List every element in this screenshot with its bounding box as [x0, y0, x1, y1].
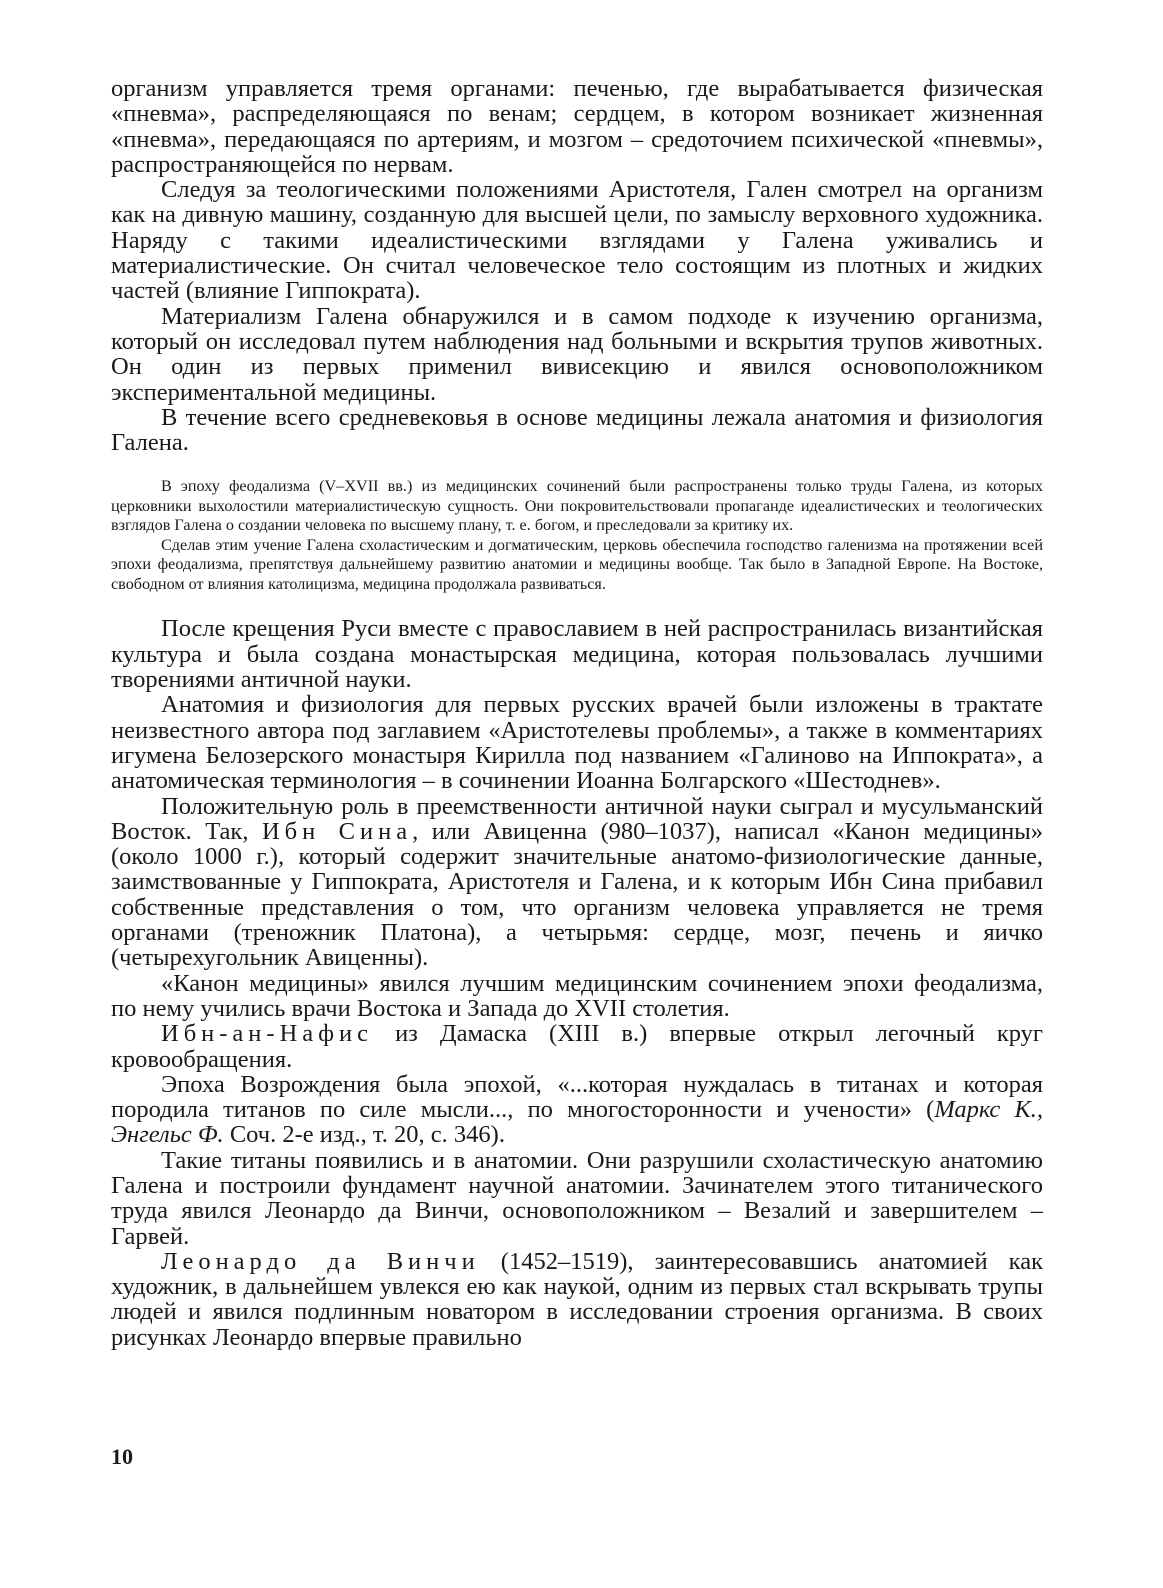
paragraph: В течение всего средневековья в основе медицины лежала анатомия и физиология Галена.: [111, 403, 1043, 457]
text-fragment: Эпоха Возрождения была эпохой, «...которая нуждалась в титанах и которая породила титанов по силе мысли..., по многосторонности и учености» (: [111, 1070, 1043, 1124]
paragraph: Такие титаны появились и в анатомии. Они разрушили схоластическую анатомию Галена и построили фундамент научной анатомии. Зачинателем этого титанического труда явился Леонардо да Винчи, основоположником – Везалий и завершителем – Гарвей.: [111, 1146, 1043, 1250]
paragraph: [111, 1072, 1043, 1148]
paragraph: [111, 1249, 1043, 1350]
spaced-name: Ибн-ан-Нафис: [161, 1020, 374, 1048]
paragraph: После крещения Руси вместе с православием в ней распространилась византийская культура и была создана монастырская медицина, которая пользовалась лучшими творениями античной науки.: [111, 615, 1043, 694]
paragraph: «Канон медицины» явился лучшим медицинским сочинением эпохи феодализма, по нему учились врачи Востока и Запада до XVII столетия.: [111, 969, 1043, 1022]
text-fragment: Положительную роль в преемственности античной науки сыграл и мусульманский Восток. Так,: [111, 792, 1043, 845]
paragraph: [111, 794, 1043, 971]
spaced-name: Леонардо да Винчи: [161, 1247, 480, 1275]
paragraph: Следуя за теологическими положениями Аристотеля, Гален смотрел на организм как на дивную машину, созданную для высшей цели, по замыслу верховного художника. Наряду с такими идеалистическими взглядами у Галена уживались и материалистические. Он считал человеческое тело состоящим из плотных и жидких частей (влияние Гиппократа).: [111, 176, 1043, 305]
page-number: 10: [111, 1444, 133, 1469]
paragraph: Материализм Галена обнаружился и в самом подходе к изучению организма, который он исследовал путем наблюдения над больными и вскрытия трупов животных. Он один из первых применил вивисекцию и явился основоположником экспериментальной медицины.: [111, 302, 1043, 406]
page-body: [111, 76, 1043, 1350]
small-print-block: [111, 477, 1043, 594]
text-fragment: (1452–1519), заинтересовавшись анатомией как художник, в дальнейшем увлекся ею как наукой, одним из первых стал вскрывать трупы людей и явился подлинным новатором в исследовании строения организма. В своих рисунках Леонардо впервые правильно: [111, 1247, 1043, 1351]
text-fragment: Соч. 2-е изд., т. 20, с. 346).: [223, 1121, 505, 1149]
text-fragment: , или Авиценна (980–1037), написал «Канон медицины» (около 1000 г.), который содержит значительные анатомо-физиологические данные, заимствованные у Гиппократа, Аристотеля и Галена, и к которым Ибн Сина прибавил собственные представления о том, что организм человека управляется не тремя органами (треножник Платона), а четырьмя: сердце, мозг, печень и яичко (четырехугольник Авиценны).: [111, 817, 1044, 972]
paragraph: [111, 1021, 1043, 1072]
text-fragment: из Дамаска (XIII в.) впервые открыл легочный круг кровообращения.: [111, 1020, 1043, 1073]
small-print-paragraph: Сделав этим учение Галена схоластическим и догматическим, церковь обеспечила господство галенизма на протяжении всей эпохи феодализма, препятствуя дальнейшему развитию анатомии и медицины вообще. Так было в Западной Европе. На Востоке, свободном от влияния католицизма, медицина продолжала развиваться.: [111, 535, 1043, 593]
spaced-name: Ибн Сина: [261, 817, 413, 845]
paragraph: организм управляется тремя органами: печенью, где вырабатывается физическая «пневма», распределяющаяся по венам; сердцем, в котором возникает жизненная «пневма», передающаяся по артериям, и мозгом – средоточием психической «пневмы», распространяющейся по нервам.: [111, 75, 1043, 178]
paragraph: Анатомия и физиология для первых русских врачей были изложены в трактате неизвестного автора под заглавием «Аристотелевы проблемы», а также в комментариях игумена Белозерского монастыря Кирилла под названием «Галиново на Иппократа», а анатомическая терминология – в сочинении Иоанна Болгарского «Шестоднев».: [111, 691, 1043, 795]
small-print-paragraph: В эпоху феодализма (V–XVII вв.) из медицинских сочинений были распространены только труды Галена, из которых церковники выхолостили материалистическую сущность. Они покровительствовали пропаганде идеалистических и теологических взглядов Галена о создании человека по высшему плану, т. е. богом, и преследовали за критику их.: [111, 477, 1043, 535]
italic-citation: Маркс К., Энгельс Ф.: [111, 1096, 1043, 1149]
